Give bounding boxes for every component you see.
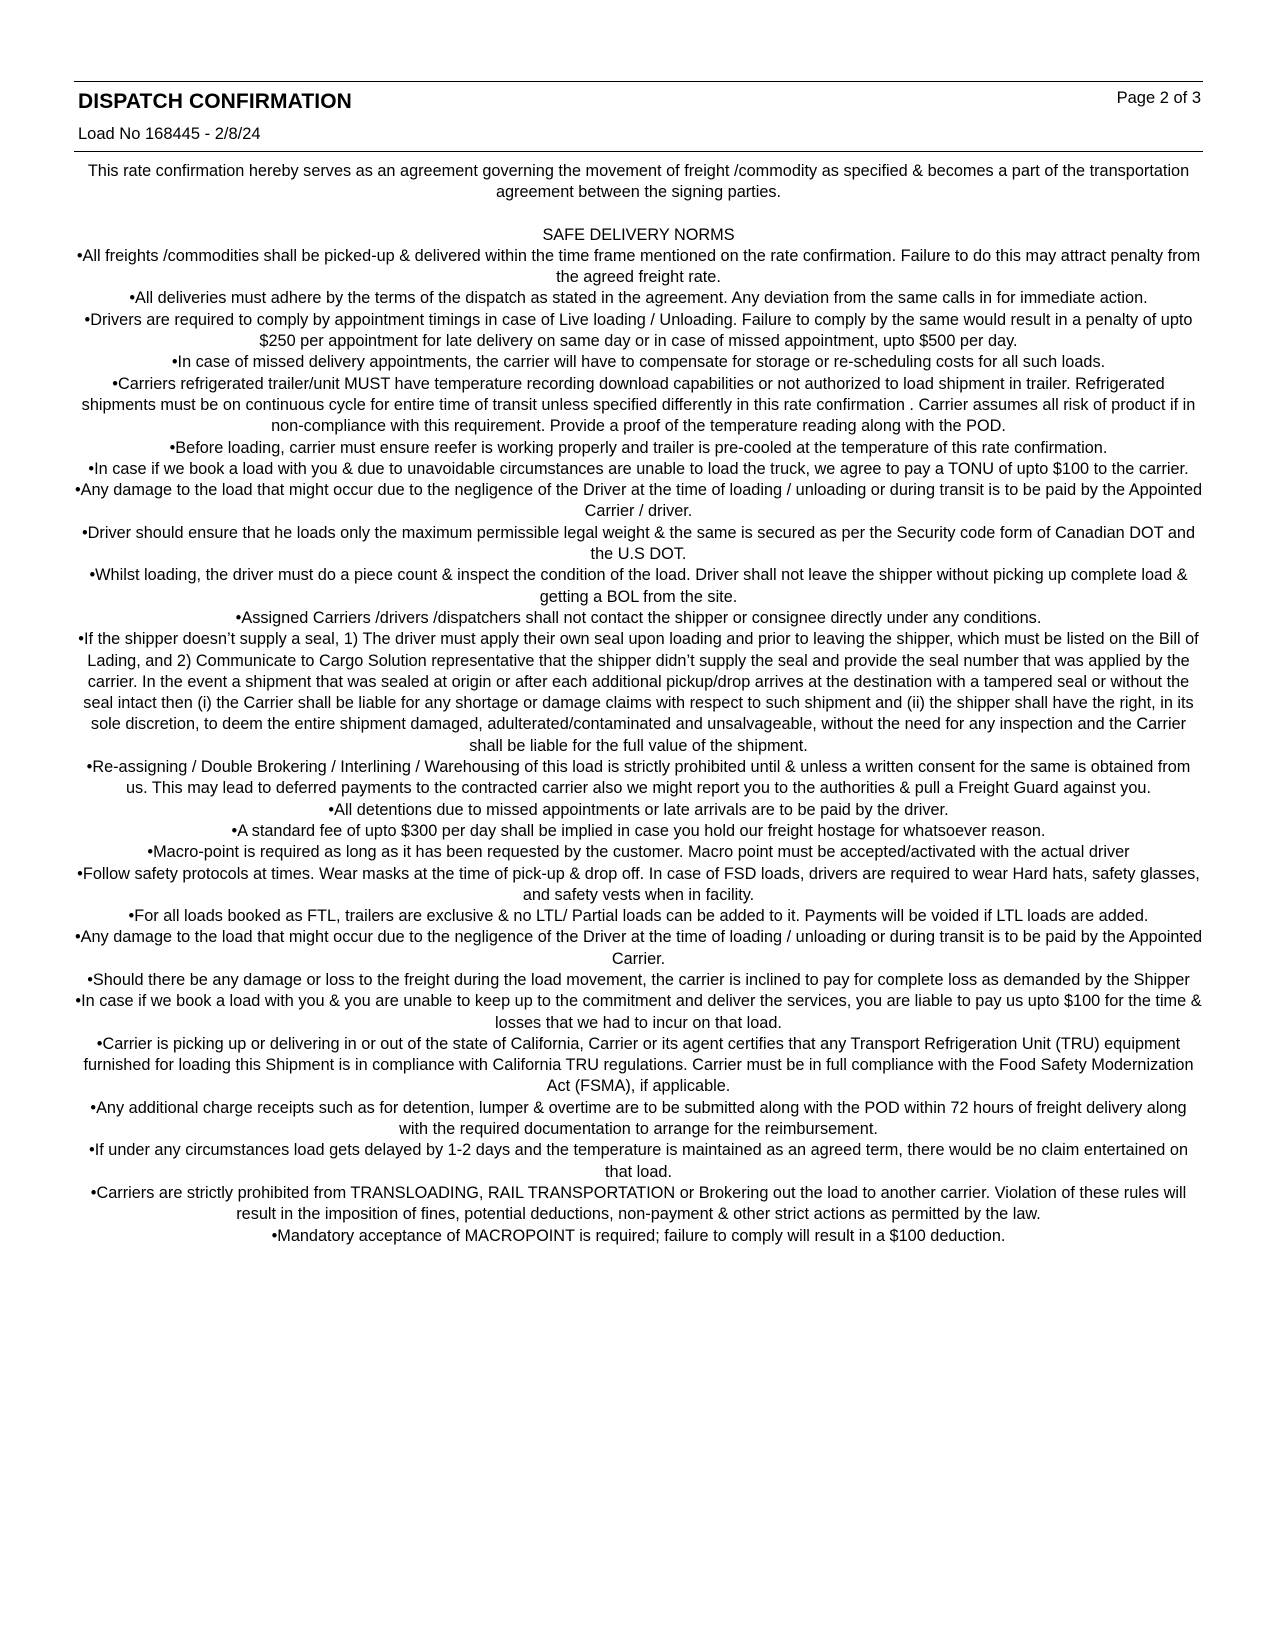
norm-item: •All detentions due to missed appointments or late arrivals are to be paid by the driver. — [328, 800, 949, 819]
norm-item: •Whilst loading, the driver must do a piece count & inspect the condition of the load. Driver shall not leave the shipper without picking up complete load & getting a BOL from the site. — [89, 566, 1188, 606]
terms-body — [74, 161, 1203, 1247]
norm-item: •Carrier is picking up or delivering in or out of the state of California, Carrier or its agent certifies that any Transport Refrigeration Unit (TRU) equipment furnished for loading this Shipment is in compliance with California TRU regulations. Carrier must be in full compliance with the Food Safety Modernization Act (FSMA), if applicable. — [83, 1034, 1194, 1096]
intro-paragraph: This rate confirmation hereby serves as an agreement governing the movement of freight /commodity as specified & becomes a part of the transportation agreement between the signing parties. — [87, 162, 1190, 202]
norm-item: •Follow safety protocols at times. Wear masks at the time of pick-up & drop off. In case of FSD loads, drivers are required to wear Hard hats, safety glasses, and safety vests when in facility. — [77, 864, 1200, 904]
norm-item: •Mandatory acceptance of MACROPOINT is required; failure to comply will result in a $100 deduction. — [271, 1226, 1006, 1245]
document-title: DISPATCH CONFIRMATION — [78, 90, 352, 113]
norm-item: •Re-assigning / Double Brokering / Interlining / Warehousing of this load is strictly prohibited until & unless a written consent for the same is obtained from us. This may lead to deferred payments to the contracted carrier also we might report you to the authorities & pull a Freight Guard against you. — [86, 758, 1191, 798]
norm-item: •Any damage to the load that might occur due to the negligence of the Driver at the time of loading / unloading or during transit is to be paid by the Appointed Carrier. — [74, 928, 1203, 968]
document-header — [74, 81, 1203, 152]
norm-item: •Should there be any damage or loss to the freight during the load movement, the carrier is inclined to pay for complete loss as demanded by the Shipper — [87, 970, 1190, 989]
norm-item: •A standard fee of upto $300 per day shall be implied in case you hold our freight hostage for whatsoever reason. — [231, 821, 1046, 840]
norm-item: •Driver should ensure that he loads only the maximum permissible legal weight & the same is secured as per the Security code form of Canadian DOT and the U.S DOT. — [81, 523, 1196, 564]
norm-item: •All deliveries must adhere by the terms of the dispatch as stated in the agreement. Any deviation from the same calls in for immediate action. — [129, 289, 1148, 308]
norm-item: •Macro-point is required as long as it has been requested by the customer. Macro point must be accepted/activated with the actual driver — [147, 843, 1130, 862]
norm-item: •Carriers are strictly prohibited from TRANSLOADING, RAIL TRANSPORTATION or Brokering out the load to another carrier. Violation of these rules will result in the imposition of fines, potential deductions, non-payment & other strict actions as permitted by the law. — [90, 1183, 1187, 1224]
norm-item: •In case if we book a load with you & you are unable to keep up to the commitment and deliver the services, you are liable to pay us upto $100 for the time & losses that we had to incur on that load. — [75, 992, 1202, 1032]
norm-item: •Any additional charge receipts such as for detention, lumper & overtime are to be submitted along with the POD within 72 hours of freight delivery along with the required documentation to arrange for the reimbursement. — [90, 1098, 1187, 1139]
norm-item: •Before loading, carrier must ensure reefer is working properly and trailer is pre-cooled at the temperature of this rate confirmation. — [169, 438, 1108, 457]
norm-item: •In case if we book a load with you & due to unavoidable circumstances are unable to load the truck, we agree to pay a TONU of upto $100 to the carrier. — [88, 459, 1189, 478]
load-number: Load No 168445 - 2/8/24 — [78, 125, 261, 143]
norms-list — [74, 246, 1203, 1247]
section-title: SAFE DELIVERY NORMS — [542, 225, 735, 244]
norm-item: •If under any circumstances load gets delayed by 1-2 days and the temperature is maintained as an agreed term, there would be no claim entertained on that load. — [89, 1141, 1188, 1181]
norm-item: •Any damage to the load that might occur due to the negligence of the Driver at the time of loading / unloading or during transit is to be paid by the Appointed Carrier / driver. — [74, 481, 1203, 521]
page-number: Page 2 of 3 — [1116, 89, 1201, 107]
norm-item: •All freights /commodities shall be picked-up & delivered within the time frame mentioned on the rate confirmation. Failure to do this may attract penalty from the agreed freight rate. — [76, 246, 1201, 287]
norm-item: •In case of missed delivery appointments, the carrier will have to compensate for storage or re-scheduling costs for all such loads. — [171, 353, 1106, 372]
norm-item: •For all loads booked as FTL, trailers are exclusive & no LTL/ Partial loads can be added to it. Payments will be voided if LTL loads are added. — [128, 907, 1149, 926]
norm-item: •If the shipper doesn’t supply a seal, 1) The driver must apply their own seal upon loading and prior to leaving the shipper, which must be listed on the Bill of Lading, and 2) Communicate to Cargo Solution representative that the shipper didn’t supply the seal and provide the seal number that was applied by the carrier. In the event a shipment that was sealed at origin or after each additional pickup/drop arrives at the destination with a tampered seal or without the seal intact then (i) the Carrier shall be liable for any shortage or damage claims with respect to such shipment and (ii) the shipper shall have the right, in its sole discretion, to deem the entire shipment damaged, adulterated/contaminated and unsalvageable, without the need for any inspection and the Carrier shall be liable for the full value of the shipment. — [78, 630, 1199, 755]
norm-item: •Assigned Carriers /drivers /dispatchers shall not contact the shipper or consignee directly under any conditions. — [235, 608, 1042, 627]
norm-item: •Carriers refrigerated trailer/unit MUST have temperature recording download capabilities or not authorized to load shipment in trailer. Refrigerated shipments must be on continuous cycle for entire time of transit unless specified differently in this rate confirmation . Carrier assumes all risk of product if in non-compliance with this requirement. Provide a proof of the temperature reading along with the POD. — [81, 374, 1196, 436]
norm-item: •Drivers are required to comply by appointment timings in case of Live loading / Unloading. Failure to comply by the same would result in a penalty of upto $250 per appointment for late delivery on same day or in case of missed appointment, upto $500 per day. — [84, 310, 1193, 351]
